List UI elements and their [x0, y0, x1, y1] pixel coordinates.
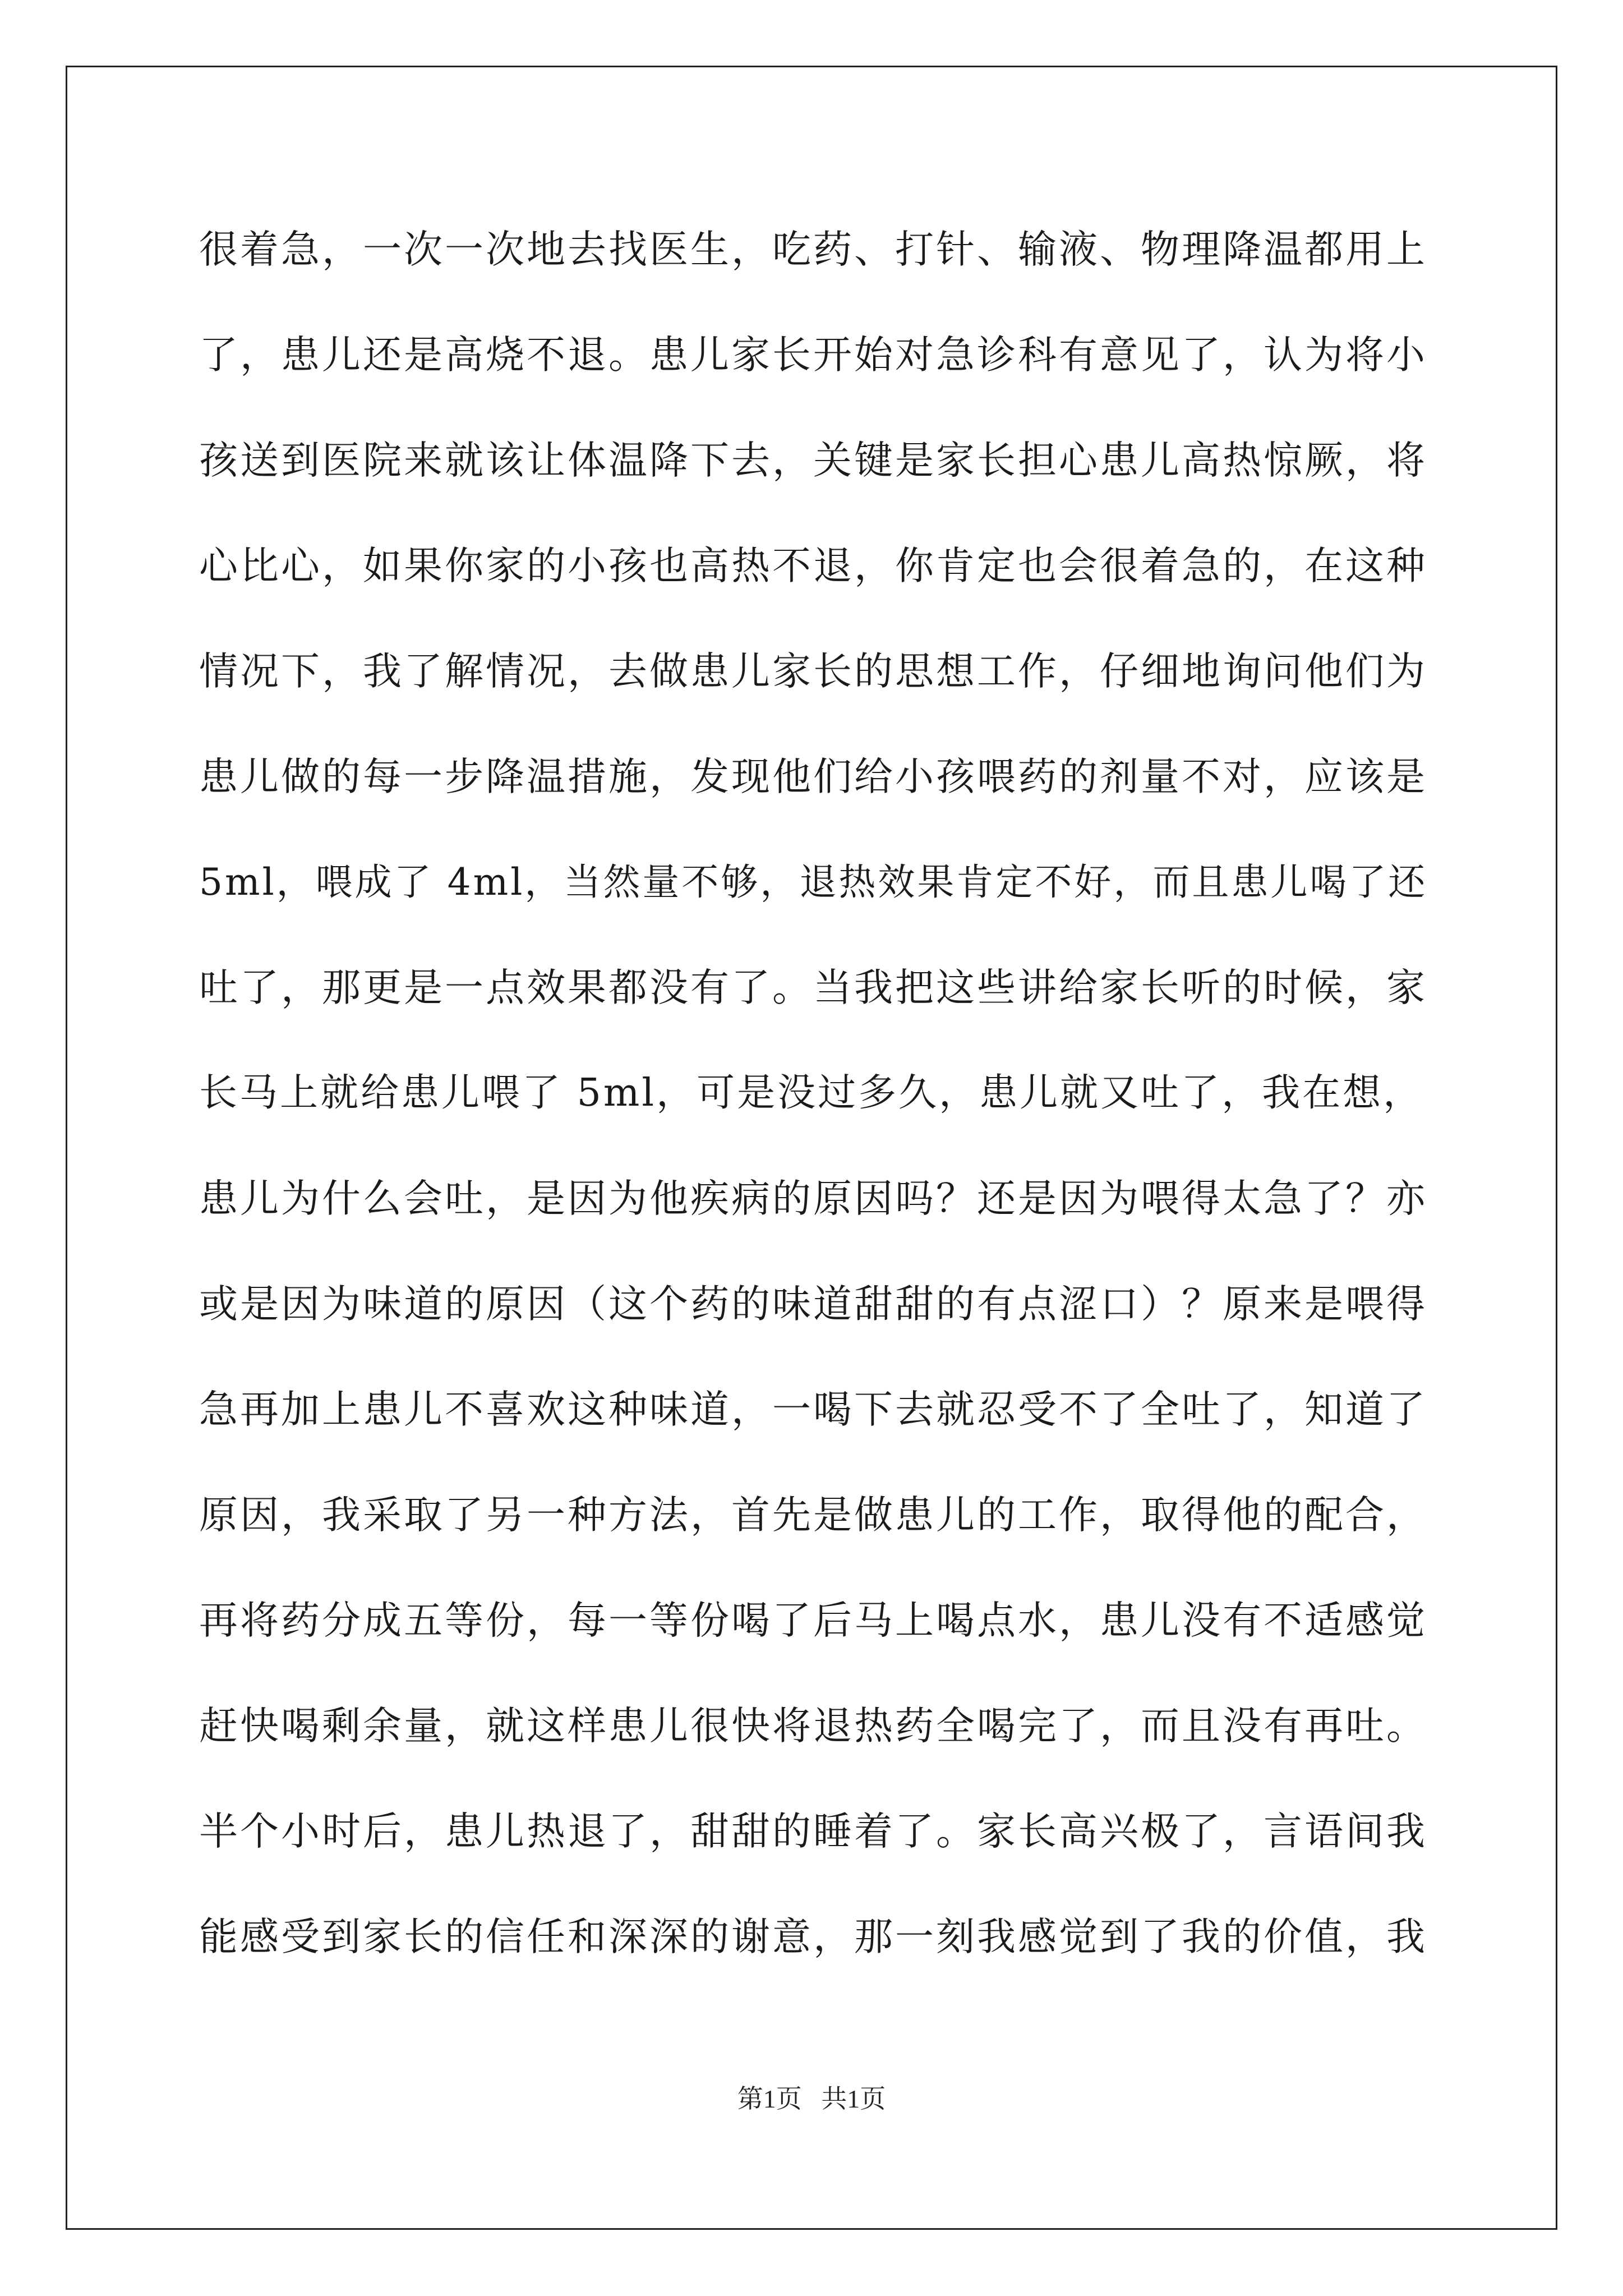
- text-line: 情况下，我了解情况，去做患儿家长的思想工作，仔细地询问他们为: [199, 649, 1427, 694]
- document-body: [199, 216, 1427, 2009]
- text-line: 5ml，喂成了 4ml，当然量不够，退热效果肯定不好，而且患儿喝了还: [199, 861, 1428, 904]
- text-line: 长马上就给患儿喂了 5ml，可是没过多久，患儿就又吐了，我在想，: [199, 1071, 1424, 1115]
- text-line: 赶快喝剩余量，就这样患儿很快将退热药全喝完了，而且没有再吐。: [199, 1704, 1427, 1749]
- text-line: 患儿做的每一步降温措施，发现他们给小孩喂药的剂量不对，应该是: [199, 754, 1427, 799]
- text-line: 很着急，一次一次地去找医生，吃药、打针、输液、物理降温都用上: [199, 227, 1427, 272]
- text-line: 患儿为什么会吐，是因为他疾病的原因吗？还是因为喂得太急了？亦: [199, 1176, 1427, 1221]
- page-number-current: 第1页: [737, 2085, 802, 2113]
- text-line: 能感受到家长的信任和深深的谢意，那一刻我感觉到了我的价值，我: [199, 1915, 1427, 1959]
- text-line: 心比心，如果你家的小孩也高热不退，你肯定也会很着急的，在这种: [199, 544, 1427, 588]
- text-line: 吐了，那更是一点效果都没有了。当我把这些讲给家长听的时候，家: [199, 965, 1427, 1010]
- page-number-total: 共1页: [821, 2085, 886, 2113]
- text-line: 原因，我采取了另一种方法，首先是做患儿的工作，取得他的配合，: [199, 1493, 1427, 1538]
- text-line: 急再加上患儿不喜欢这种味道，一喝下去就忍受不了全吐了，知道了: [199, 1387, 1427, 1432]
- page-footer: [0, 2082, 1623, 2116]
- text-line: 再将药分成五等份，每一等份喝了后马上喝点水，患儿没有不适感觉: [199, 1598, 1427, 1643]
- text-line: 了，患儿还是高烧不退。患儿家长开始对急诊科有意见了，认为将小: [199, 333, 1427, 378]
- text-line: 孩送到医院来就该让体温降下去，关键是家长担心患儿高热惊厥，将: [199, 438, 1427, 483]
- text-line: 或是因为味道的原因（这个药的味道甜甜的有点涩口）？原来是喂得: [199, 1282, 1427, 1327]
- text-line: 半个小时后，患儿热退了，甜甜的睡着了。家长高兴极了，言语间我: [199, 1809, 1427, 1854]
- footer-spacer: [802, 2085, 822, 2113]
